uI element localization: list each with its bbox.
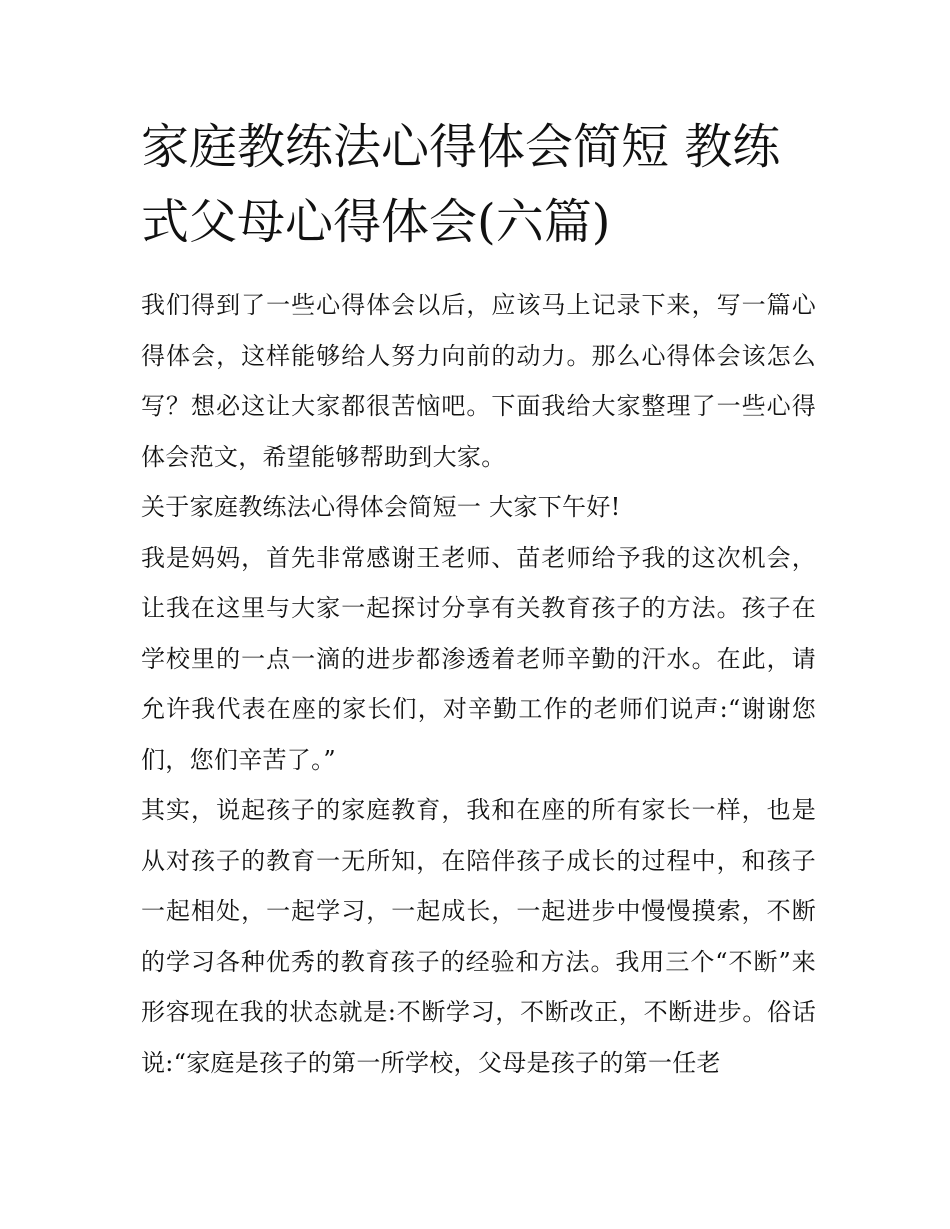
document-title: 家庭教练法心得体会简短 教练式父母心得体会(六篇): [141, 119, 781, 250]
document-page: [141, 110, 816, 1088]
section-heading-paragraph: 关于家庭教练法心得体会简短一 大家下午好!: [141, 493, 621, 521]
body-paragraph: 其实，说起孩子的家庭教育，我和在座的所有家长一样，也是从对孩子的教育一无所知，在陪伴孩子成长的过程中，和孩子一起相处，一起学习，一起成长，一起进步中慢慢摸索，不断的学习各种优秀的教育孩子的经验和方法。我用三个“不断”来形容现在我的状态就是:不断学习，不断改正，不断进步。俗话说:“家庭是孩子的第一所学校，父母是孩子的第一任老: [141, 796, 816, 1077]
intro-paragraph: 我们得到了一些心得体会以后，应该马上记录下来，写一篇心得体会，这样能够给人努力向前的动力。那么心得体会该怎么写？想必这让大家都很苦恼吧。下面我给大家整理了一些心得体会范文，希望能够帮助到大家。: [141, 291, 816, 471]
body-paragraph: 我是妈妈，首先非常感谢王老师、苗老师给予我的这次机会，让我在这里与大家一起探讨分享有关教育孩子的方法。孩子在学校里的一点一滴的进步都渗透着老师辛勤的汗水。在此，请允许我代表在座的家长们，对辛勤工作的老师们说声:“谢谢您们，您们辛苦了。”: [141, 543, 816, 774]
